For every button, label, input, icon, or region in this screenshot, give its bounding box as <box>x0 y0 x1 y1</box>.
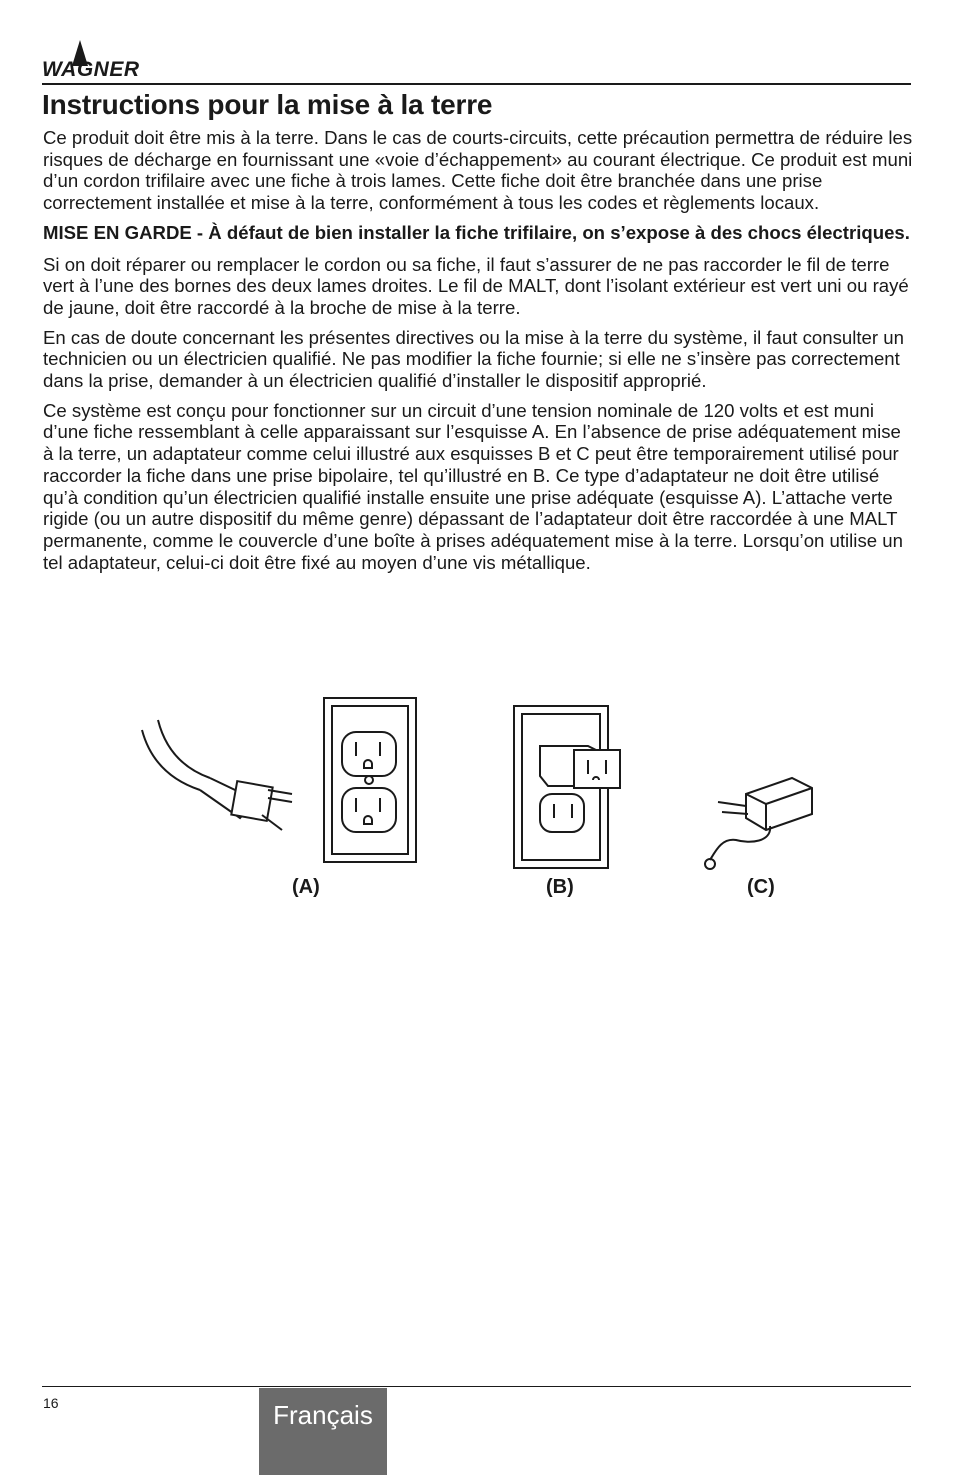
paragraph-doubt: En cas de doute concernant les présentes directives ou la mise à la terre du système, il faut consulter un technicien ou un électricien qualifié. Ne pas modifier la fiche fournie; si elle ne s’insère pas correctement dans la prise, demander à un électricien qualifié d’installer le dispositif approprié. <box>43 326 904 392</box>
language-tab <box>259 1388 387 1475</box>
figure-label-c: (C) <box>747 876 775 898</box>
adapter-in-outlet-illustration <box>514 706 620 868</box>
header-rule <box>42 83 911 85</box>
page-number: 16 <box>43 1395 59 1411</box>
paragraph-cord-repair: Si on doit réparer ou remplacer le cordon ou sa fiche, il faut s’assurer de ne pas raccorder le fil de terre vert à l’une des bornes des deux lames droites. Le fil de MALT, dont l’isolant extérieur est vert uni ou rayé de jaune, doit être raccordé à la broche de mise à la terre. <box>43 253 909 318</box>
footer-rule <box>42 1386 911 1387</box>
three-prong-plug-illustration <box>142 720 292 830</box>
page-title: Instructions pour la mise à la terre <box>42 89 493 120</box>
paragraph-intro: Ce produit doit être mis à la terre. Dans le cas de courts-circuits, cette précaution permettra de réduire les risques de décharge en fournissant une «voie d’échappement» au courant électrique. Ce produit est muni d’un cordon trifilaire avec une fiche à trois lames. Cette fiche doit être branchée dans une prise correctement installée et mise à la terre, conformément à tous les codes et règlements locaux. <box>43 127 913 214</box>
grounded-receptacle-illustration <box>324 698 416 862</box>
main-content <box>43 127 913 581</box>
grounding-figures <box>0 690 954 920</box>
figure-label-b: (B) <box>546 876 574 898</box>
language-label: Français <box>273 1400 373 1430</box>
grounding-adapter-illustration <box>705 778 812 869</box>
warning-text: MISE EN GARDE - À défaut de bien installer la fiche trifilaire, on s’expose à des chocs électriques. <box>43 221 910 243</box>
brand-name: WAGNER <box>42 58 140 81</box>
wagner-logo <box>42 40 178 82</box>
paragraph-adapter: Ce système est conçu pour fonctionner sur un circuit d’une tension nominale de 120 volts et est muni d’une fiche ressemblant à celle apparaissant sur l’esquisse A. En l’absence de prise adéquatement mise à la terre, un adaptateur comme celui illustré aux esquisses B et C peut être temporairement utilisé pour raccorder la fiche dans une prise bipolaire, tel qu’illustré en B. Ce type d’adaptateur ne doit être utilisé qu’à condition qu’un électricien qualifié installe ensuite une prise adéquate (esquisse A). L’attache verte rigide (ou un autre dispositif du même genre) dépassant de l’adaptateur doit être raccordée à une MALT permanente, comme le couvercle d’une boîte à prises adéquatement mise à la terre. Lorsqu’on utilise un tel adaptateur, celui-ci doit être fixé au moyen d’une vis métallique. <box>43 399 903 573</box>
figure-label-a: (A) <box>292 876 320 898</box>
